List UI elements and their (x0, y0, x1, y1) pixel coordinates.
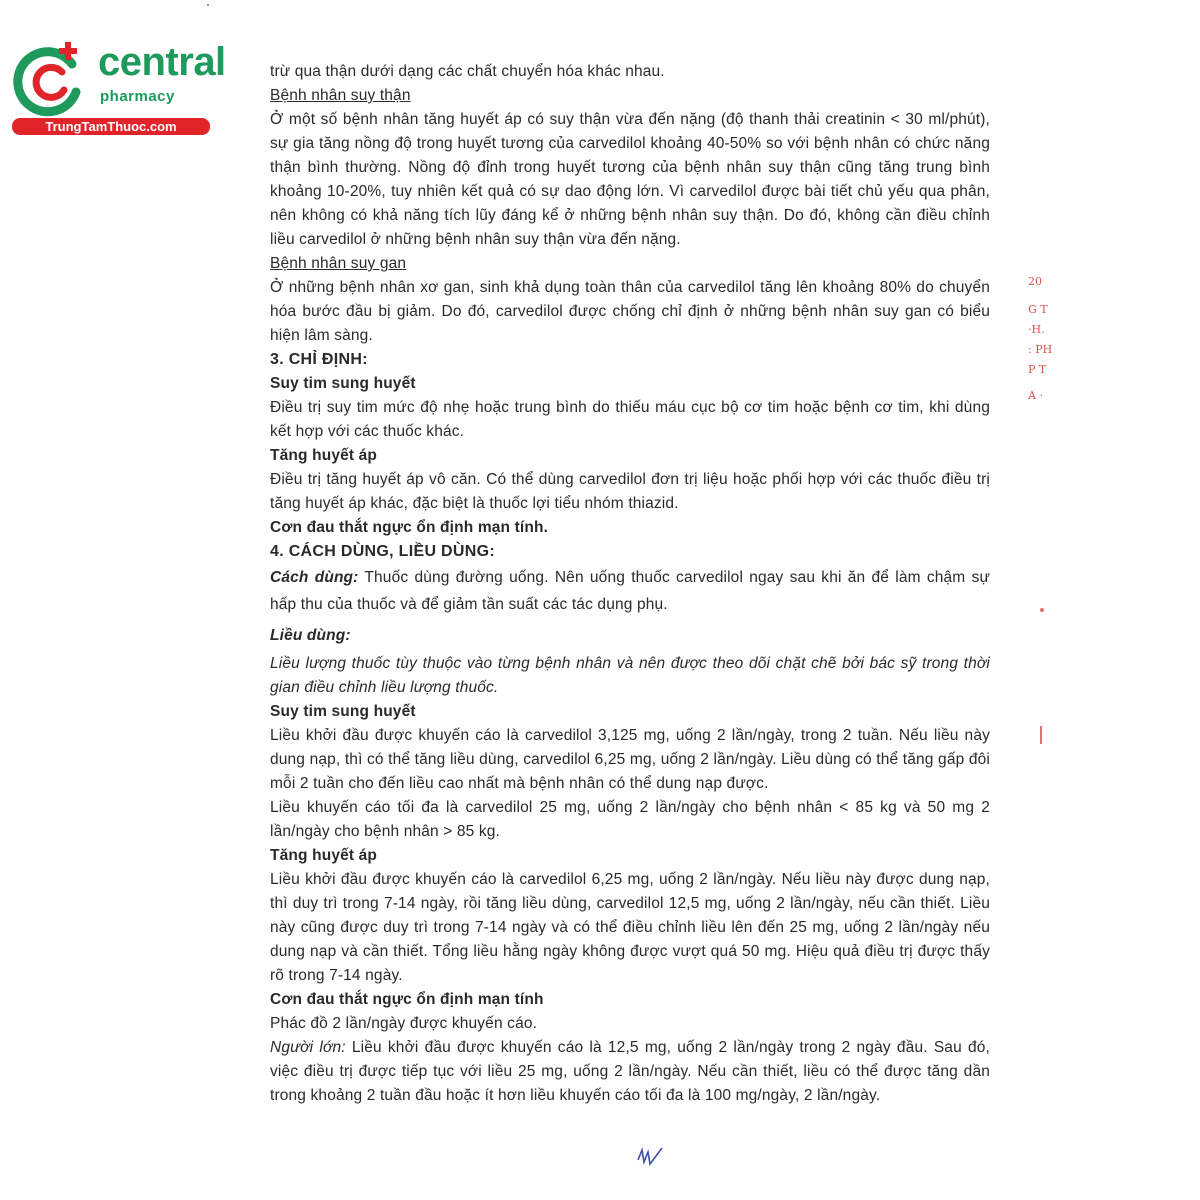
paragraph: trừ qua thận dưới dạng các chất chuyển hóa khác nhau. (270, 63, 665, 80)
pharmacy-cross-icon (10, 40, 90, 120)
stamp-mark (1040, 608, 1044, 612)
logo-subtitle: pharmacy (100, 88, 175, 105)
hepatic-paragraph: Ở những bệnh nhân xơ gan, sinh khả dụng toàn thân của carvedilol tăng lên khoảng 80% do chuyển hóa bước đầu bị giảm. Do đó, carvedilol được chống chỉ định ở những bệnh nhân suy gan có biểu hiện lâm sàng. (270, 279, 990, 344)
stamp-line: 20 (1028, 275, 1042, 288)
stamp-fragment (1028, 272, 1052, 406)
logo-name: central (98, 40, 226, 84)
indication-hypertension-heading: Tăng huyết áp (270, 447, 378, 464)
logo-url[interactable]: TrungTamThuoc.com (12, 118, 210, 135)
stamp-line: A · (1028, 389, 1043, 402)
dose-heart-failure-max: Liều khuyến cáo tối đa là carvedilol 25 mg, uống 2 lần/ngày cho bệnh nhân < 85 kg và 50 mg 2 lần/ngày cho bệnh nhân > 85 kg. (270, 799, 990, 840)
central-pharmacy-logo[interactable] (10, 36, 226, 136)
signature-mark (636, 1146, 664, 1168)
stamp-mark (1040, 726, 1047, 744)
scan-speck (207, 4, 209, 6)
stamp-line: : PH (1028, 343, 1053, 356)
renal-heading: Bệnh nhân suy thận (270, 87, 411, 104)
dosage-note: Liều lượng thuốc tùy thuộc vào từng bệnh nhân và nên được theo dõi chặt chẽ bởi bác sỹ trong thời gian điều chỉnh liều lượng thuốc. (270, 655, 990, 696)
document-body (270, 60, 990, 1108)
stamp-line: G T (1028, 303, 1048, 316)
adult-text: Liều khởi đầu được khuyến cáo là 12,5 mg, uống 2 lần/ngày trong 2 ngày đầu. Sau đó, việc điều trị được tiếp tục với liều 25 mg, uống 2 lần/ngày. Nếu cần thiết, liều có thể được tăng dần trong khoảng 2 tuần đầu hoặc ít hơn liều khuyến cáo tối đa là 100 mg/ngày, 2 lần/ngày. (270, 1039, 990, 1104)
indication-hypertension-text: Điều trị tăng huyết áp vô căn. Có thể dùng carvedilol đơn trị liệu hoặc phối hợp với các thuốc điều trị tăng huyết áp khác, đặc biệt là thuốc lợi tiểu nhóm thiazid. (270, 471, 990, 512)
adult-label: Người lớn: (270, 1039, 346, 1056)
dose-angina-adult (270, 1036, 990, 1108)
usage-paragraph (270, 564, 990, 618)
usage-text: Thuốc dùng đường uống. Nên uống thuốc carvedilol ngay sau khi ăn để làm chậm sự hấp thu của thuốc và để giảm tần suất các tác dụng phụ. (270, 569, 990, 613)
dose-hypertension-text: Liều khởi đầu được khuyến cáo là carvedilol 6,25 mg, uống 2 lần/ngày. Nếu liều này được dung nạp, thì duy trì trong 7-14 ngày, rồi tăng liều dùng, carvedilol 12,5 mg, uống 2 lần/ngày, nếu cần thiết. Liều này cũng được duy trì trong 7-14 ngày và có thể điều chỉnh liều lên đến 25 mg, uống 2 lần/ngày nếu dung nạp và cần thiết. Tổng liều hằng ngày không được vượt quá 50 mg. Hiệu quả điều trị được thấy rõ trong 7-14 ngày. (270, 871, 990, 984)
stamp-line: ·H. (1028, 323, 1045, 336)
dose-angina-heading: Cơn đau thắt ngực ổn định mạn tính (270, 991, 544, 1008)
stamp-line: P T (1028, 363, 1047, 376)
dose-heart-failure-heading: Suy tim sung huyết (270, 703, 416, 720)
dose-hypertension-heading: Tăng huyết áp (270, 847, 378, 864)
hepatic-heading: Bệnh nhân suy gan (270, 255, 407, 272)
indication-heart-failure-text: Điều trị suy tim mức độ nhẹ hoặc trung bình do thiếu máu cục bộ cơ tim hoặc bệnh cơ tim, khi dùng kết hợp với các thuốc khác. (270, 399, 990, 440)
renal-paragraph: Ở một số bệnh nhân tăng huyết áp có suy thận vừa đến nặng (độ thanh thải creatinin < 30 ml/phút), sự gia tăng nồng độ trong huyết tương của carvedilol khoảng 40-50% so với bệnh nhân có chức năng thận bình thường. Nồng độ đỉnh trong huyết tương của bệnh nhân suy thận cũng tăng trung bình khoảng 10-20%, tuy nhiên kết quả có sự dao động lớn. Vì carvedilol được bài tiết chủ yếu qua phân, nên không có khả năng tích lũy đáng kể ở những bệnh nhân suy thận. Do đó, không cần điều chỉnh liều carvedilol ở những bệnh nhân suy thận vừa đến nặng. (270, 111, 990, 248)
dosage-label: Liều dùng: (270, 627, 351, 644)
section-3-heading: 3. CHỈ ĐỊNH: (270, 351, 368, 368)
dose-angina-text: Phác đồ 2 lần/ngày được khuyến cáo. (270, 1015, 538, 1032)
indication-heart-failure-heading: Suy tim sung huyết (270, 375, 416, 392)
section-4-heading: 4. CÁCH DÙNG, LIỀU DÙNG: (270, 543, 495, 560)
indication-angina: Cơn đau thắt ngực ổn định mạn tính. (270, 519, 549, 536)
usage-label: Cách dùng: (270, 569, 359, 586)
dose-heart-failure-text: Liều khởi đầu được khuyến cáo là carvedilol 3,125 mg, uống 2 lần/ngày, trong 2 tuần. Nếu liều này dung nạp, thì có thể tăng liều dùng, carvedilol 6,25 mg, uống 2 lần/ngày. Liều dùng có thể tăng gấp đôi mỗi 2 tuần cho đến liều cao nhất mà bệnh nhân có thể dung nạp được. (270, 727, 990, 792)
